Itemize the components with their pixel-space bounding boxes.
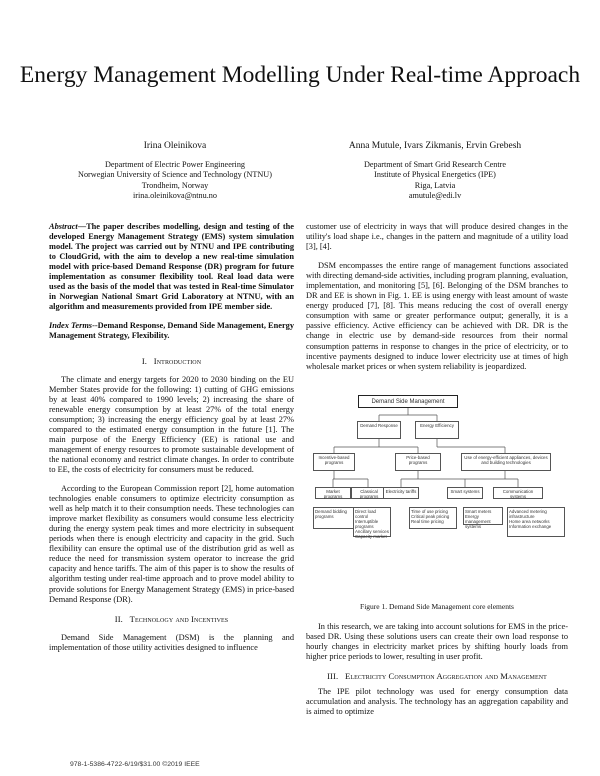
paper-title: Energy Management Modelling Under Real-time Approach [19,62,581,88]
section-heading-elec: III. Electricity Consumption Aggregation and Management [327,671,547,682]
author-dept: Department of Smart Grid Research Centre [363,159,507,169]
tech-paragraph-1: Demand Side Management (DSM) is the planning and implementation of those utility activities designed to influence [49,632,294,652]
list-item: Information exchange [509,524,552,529]
list-item: Home area networks [509,519,550,524]
list-item: Smart meters [465,509,492,514]
author-city: Riga, Latvia [414,180,456,190]
intro-paragraph-2: According to the European Commission report [2], home automation technologies enable consumers to optimize electricity consumption as well as help match it to their consumption needs. These technologies can improve market flexibility as consumers would consume less electricity during the energy system peak times and more electricity in subsequent periods when there is enough electricity and capacity in the grid. Such flexibility can ensure the optimal use of the distribution grid as well as reduce the need for transmission system operator to increase the grid capacity and hence tariffs. The aim of this paper is to show the results of algorithm testing under real-time approach and to prove model ability to provide solutions for Energy Management Strategy (EMS) in price-based Demand Response (DR). [49,484,294,604]
author-email: irina.oleinikova@ntnu.no [133,191,217,201]
author-dept: Department of Electric Power Engineering [104,159,246,169]
index-terms [49,321,294,341]
author-block-2 [300,141,570,202]
figure-box-classic: Classical programs [351,487,387,499]
figure-box-ee-tech: Use of energy-efficient appliances, devices and building technologies [461,453,551,471]
right-paragraph-4: The IPE pilot technology was used for energy consumption data accumulation and analysis. The technology has an aggregation capability and is aimed to optimize [306,687,568,717]
list-item: Critical peak pricing [411,514,450,519]
abstract [49,222,294,312]
author-institute: Institute of Physical Energetics (IPE) [374,170,496,180]
list-item: Real time pricing [411,519,444,524]
figure-box-incentive: Incentive-based programs [313,453,355,471]
figure-box-communication: Communication systems [493,487,543,499]
figure-box-tariffs: Electricity tariffs [383,487,419,499]
figure-list-tariffs [409,507,457,529]
list-item: Interruptible programs [355,519,379,529]
right-paragraph-1: customer use of electricity in ways that will produce desired changes in the utility's load shape i.e., changes in the pattern and magnitude of a utility load [3], [4]. [306,222,568,252]
figure-box-energy-efficiency: Energy Efficiency [415,421,459,439]
figure-box-demand-response: Demand Response [357,421,401,439]
list-item: Time of use pricing [411,509,448,514]
figure-list-smart [463,507,503,529]
figure-1 [313,395,568,590]
list-item: Ancillary services [355,529,389,534]
author-email: amutule@edi.lv [408,191,462,201]
list-item: Advanced metering infrastructure [509,509,547,519]
list-item: Energy management systems [465,514,491,529]
index-terms-text: --Demand Response, Demand Side Management, Energy Management Strategy, Flexibility. [49,321,294,341]
section-heading-tech: II. Technology and Incentives [114,613,229,624]
figure-list-market [313,507,355,529]
abstract-text: —The paper describes modelling, design and testing of the developed Energy Management Strategy (EMS) system simulation model. The project was carried out by NTNU and IPE contributing to CloudGrid, with the aim to develop a new real-time simulation model with price-based Demand Response (DR) program for future implementation as consumer flexibility tool. Real load data were used as the basis of the model that was tested in Real-time Simulator in Norwegian National Smart Grid Laboratory at NTNU, with an algorithm and measurements provided from IPE member side. [49,222,294,312]
figure-box-smart: Smart systems [447,487,483,499]
list-item: Capacity market [355,534,387,539]
list-item: Demand bidding programs [315,509,347,519]
figure-box-root: Demand Side Management [358,395,458,408]
copyright-footer: 978-1-5386-4722-6/19/$31.00 ©2019 IEEE [70,761,200,768]
abstract-label: Abstract [49,222,78,231]
author-block-1 [40,141,310,202]
right-paragraph-2: DSM encompasses the entire range of management functions associated with directing demand-side activities, including program planning, evaluation, implementation, and monitoring [5], [6]. Belonging of the DSM branches to DR and EE is shown in Fig. 1. EE is using energy with least amount of waste energy produced [7], [8]. This means reducing the cost of overall energy consumption with same or greater performance output; generally, it is a passive efficiency. Active efficiency can be achieved with DR. DR is the change in electric use by demand-side resources from their normal consumption patterns in response to changes in the price of electricity, or to incentive payments designed to induce lower electricity use at times of high wholesale market prices or when system reliability is jeopardized. [306,261,568,371]
intro-paragraph-1: The climate and energy targets for 2020 to 2030 binding on the EU Member States provide for the following: 1) cutting of GHG emissions by at least 40% compared to 1990 levels; 2) increasing the share of renewable energy consumption by at least 27% of the total energy consumption; 3) increasing the energy efficiency goal by at least 27% compared to the estimated energy consumption in the future [1]. The main purpose of the Energy Efficiency (EE) is rational use and management of energy resources to promote sustainable development of the national economy and restrict climate changes. In order to contribute to EE, the costs of electricity for consumers must be reduced. [49,374,294,474]
author-university: Norwegian University of Science and Technology (NTNU) [78,170,272,180]
author-name: Anna Mutule, Ivars Zikmanis, Ervin Grebesh [348,141,522,151]
right-column-top [306,222,568,381]
list-item: Direct load control [355,509,376,519]
right-column-bottom [306,622,568,726]
section-heading-intro: I. Introduction [141,355,202,366]
figure-list-classic [353,507,391,537]
figure-caption: Figure 1. Demand Side Management core elements [360,602,514,611]
left-column [49,222,294,662]
figure-box-price: Price-based programs [395,453,441,471]
figure-box-market: Market programs [315,487,351,499]
author-city: Trondheim, Norway [141,180,209,190]
index-terms-label: Index Terms [49,321,93,331]
right-paragraph-3: In this research, we are taking into account solutions for EMS in the price-based DR. Using these solutions users can create their own load response to hourly changes in electricity market prices by shifting hourly loads from higher price periods to lower, resulting in user profit. [306,622,568,662]
author-name: Irina Oleinikova [143,141,207,151]
figure-list-communication [507,507,565,537]
